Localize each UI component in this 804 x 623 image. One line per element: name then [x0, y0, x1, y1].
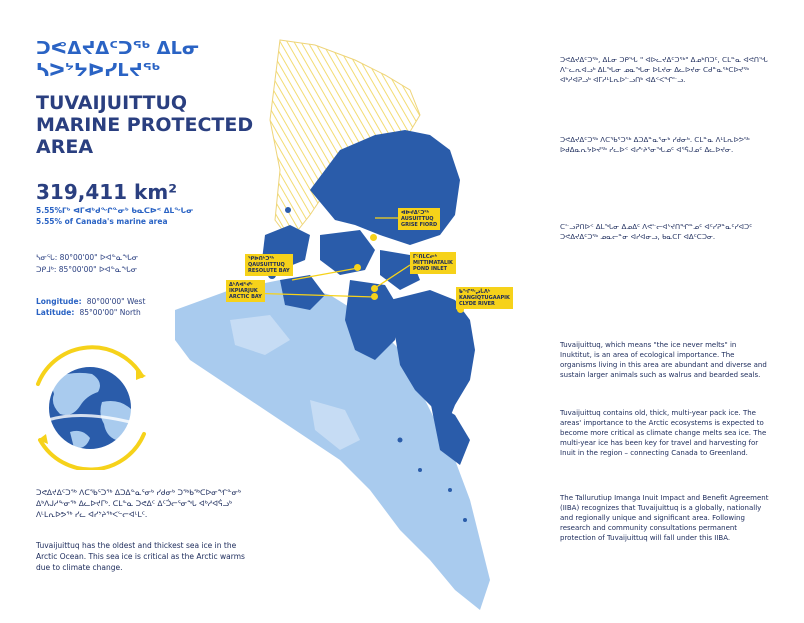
map-graphic: [170, 20, 555, 620]
grise-fiord-marker: [370, 234, 377, 241]
resolute-bay-label: [245, 254, 293, 276]
bottom-syllabics-text: ᑐᕙᐃᔪᐃᑦᑐᖅ ᐱᑕᖃᕐᑐᖅ ᐃᑐᐃᓐᓇᕐᓂᒃ ᓯᑯᓂᒃ ᑐᖅᑲᖅᑕᐅᓂᖏᓐᓂᒃ ᐃᒃᐱᒍᓱᖕᓂᖅ ᐃᓚᐅᔪᒥᒃ. ᑕᒪᓐᓇ ᑐᕙᐃᑦ ᐃᑦᑑᓕᕐᓂᖓ ᐊᒃᓱᐊᕌᓗᒃ ᐱᒻᒪᕆᐅᕗᖅ ᓯᓚ ᐊᓯᔾᔨᖅᐸᓪᓕᐊᒻᒪᑦ.: [36, 488, 242, 519]
clyde-river-name: KANGIQTUGAAPIK: [459, 295, 510, 301]
area-pct-syllabics: 5.55%ᒥᒃ ᐊᒥᐊᒃᑯᖏᓐᓂᒃ ᑲᓇᑕᐅᑉ ᐃᒪᖓᓂ: [36, 206, 194, 215]
latitude-value: 85°00'00" North: [79, 308, 141, 317]
clyde-river-english: CLYDE RIVER: [459, 301, 495, 307]
longitude-label: Longitude:: [36, 297, 82, 306]
title-english: TUVAIJUITTUQ MARINE PROTECTED AREA: [36, 92, 254, 158]
globe-icon: [20, 340, 170, 470]
clyde-river-syllabics: ᑲᖏᖅᖢᒑᐱᒃ: [459, 289, 491, 295]
latitude-syllabics: ᑐᑭᒧᒃ: 85°00'00" ᐅᐊᓐᓇᖓᓂ: [36, 265, 138, 274]
pond-inlet-english: POND INLET: [413, 266, 448, 272]
resolute-bay-syllabics: ᕿᐅᑎᒃᑐᖅ: [248, 256, 275, 262]
pond-inlet-marker: [371, 285, 378, 292]
arctic-bay-name: IKPIARJUK: [229, 288, 258, 294]
right-syllabics-p3: ᑕᓪᓗᕈᑎᐅᑉ ᐃᒪᖓᓂ ᐃᓄᐃᑦ ᐱᕙᓪᓕᐊᔾᔪᑎᖏᓐᓄᑦ ᐊᑦᓯᕈᓐᓇᑦᓯᐊᑐᑦ ᑐᕙᐃᔪᐃᑦᑐᖅ ᓄᓇᓕᓐᓂ ᐊᓯᐊᓂᓗ, ᑲᓇᑕᒥ ᐊᐃᑦᑕᑐᓂ.: [560, 223, 753, 241]
resolute-bay-name: QAUSUITTUQ: [248, 262, 285, 268]
latitude-row: [36, 300, 141, 319]
latitude-label: Latitude:: [36, 308, 75, 317]
right-syllabics-p2: ᑐᕙᐃᔪᐃᑦᑐᖅ ᐱᑕᖃᕐᑐᖅ ᐃᑐᐃᓐᓇᕐᓂᒃ ᓯᑯᓂᒃ. ᑕᒪᓐᓇ ᐱᒻᒪᕆᐅᕗᖅ ᐅᑯᐃᓇᕆᔭᐅᔪᖅ ᓯᓚᐅᑉ ᐊᓯᔾᔨᕐᓂᖓᓄᑦ ᐊᕐᕌᒍᓄᑦ ᐃᓚᐅᔪᓂ.: [560, 136, 750, 154]
area-value: 319,411 km²: [36, 180, 177, 204]
grise-fiord-name: AUSUITTUQ: [401, 216, 434, 222]
right-syllabics-p1: ᑐᕙᐃᔪᐃᑦᑐᖅ, ᐃᒪᓂ ᑐᑭᖓ " ᐊᐅᓚᔪᐃᑦᑐᖅ" ᐃᓄᒃᑎᑐᑦ, ᑕᒪᓐᓇ ᐊᕙᑎᖓ ᐱᓪᓚᕆᐊᓗᒃ ᐃᒪᖓᓂ ᓄᓇᖓᓂ ᐅᒪᔪᓂ ᐃᓚᐅᔪᓂ ᑕᑯᓐᓇᖅᑕᐅᔪᖅ ᐊᒃᓱᐊᕈᓗᒃ ᐊᒥᓱᒻᒪᕆᐅᓪᓗᑎᒃ ᐊᐃᑉᐸᖏᓪᓗ.: [560, 56, 768, 84]
grise-fiord-syllabics: ᐊᐅᔪᐃᑦᑐᖅ: [401, 210, 430, 216]
arctic-bay-english: ARCTIC BAY: [229, 294, 262, 300]
arctic-bay-label: [226, 280, 265, 302]
right-english-p2: Tuvaijuittuq contains old, thick, multi-year pack ice. The areas' importance to the Arctic ecosystems is expected to become more critical as climate change melts sea ice. The multi-year ice has been key for travel and harvesting for Inuit in the region – connecting Canada to Greenland.: [560, 409, 767, 457]
title-syllabics: ᑐᕙᐃᔪᐃᑦᑐᖅ ᐃᒪᓂ ᓴᐳᔾᔭᐅᓯᒪᔪᖅ: [36, 38, 200, 81]
area-pct-english: 5.55% of Canada's marine area: [36, 217, 168, 226]
bottom-english-text: Tuvaijuittuq has the oldest and thickest sea ice in the Arctic Ocean. This sea ice is critical as the Arctic warms due to climate change.: [36, 541, 245, 572]
resolute-bay-marker: [354, 264, 361, 271]
pond-inlet-label: [410, 252, 456, 274]
arctic-bay-syllabics: ᐃᒃᐱᐊᕐᔪᒃ: [229, 282, 253, 288]
longitude-value: 80°00'00" West: [86, 297, 146, 306]
longitude-syllabics: ᓴᓂᕐᒐ: 80°00'00" ᐅᐊᓐᓇᖓᓂ: [36, 253, 139, 262]
grise-fiord-label: [398, 208, 440, 230]
resolute-bay-english: RESOLUTE BAY: [248, 268, 290, 274]
right-english-p3: The Tallurutiup Imanga Inuit Impact and Benefit Agreement (IIBA) recognizes that Tuvaijuittuq is a globally, nationally and regionally unique and significant area. Following research and community consultations permanent protection of Tuvaijuittuq will fall under this IIBA.: [560, 494, 769, 542]
right-english-p1: Tuvaijuittuq, which means "the ice never melts" in Inuktitut, is an area of ecological importance. The organisms living in this area are abundant and diverse and sustain larger animals such as walrus and bearded seals.: [560, 341, 767, 379]
pond-inlet-name: MITTIMATALIK: [413, 260, 453, 266]
grise-fiord-english: GRISE FIORD: [401, 222, 438, 228]
arctic-bay-marker: [371, 293, 378, 300]
pond-inlet-syllabics: ᒥᑦᑎᒪᑕᓕᒃ: [413, 254, 438, 260]
clyde-river-label: [456, 287, 513, 309]
